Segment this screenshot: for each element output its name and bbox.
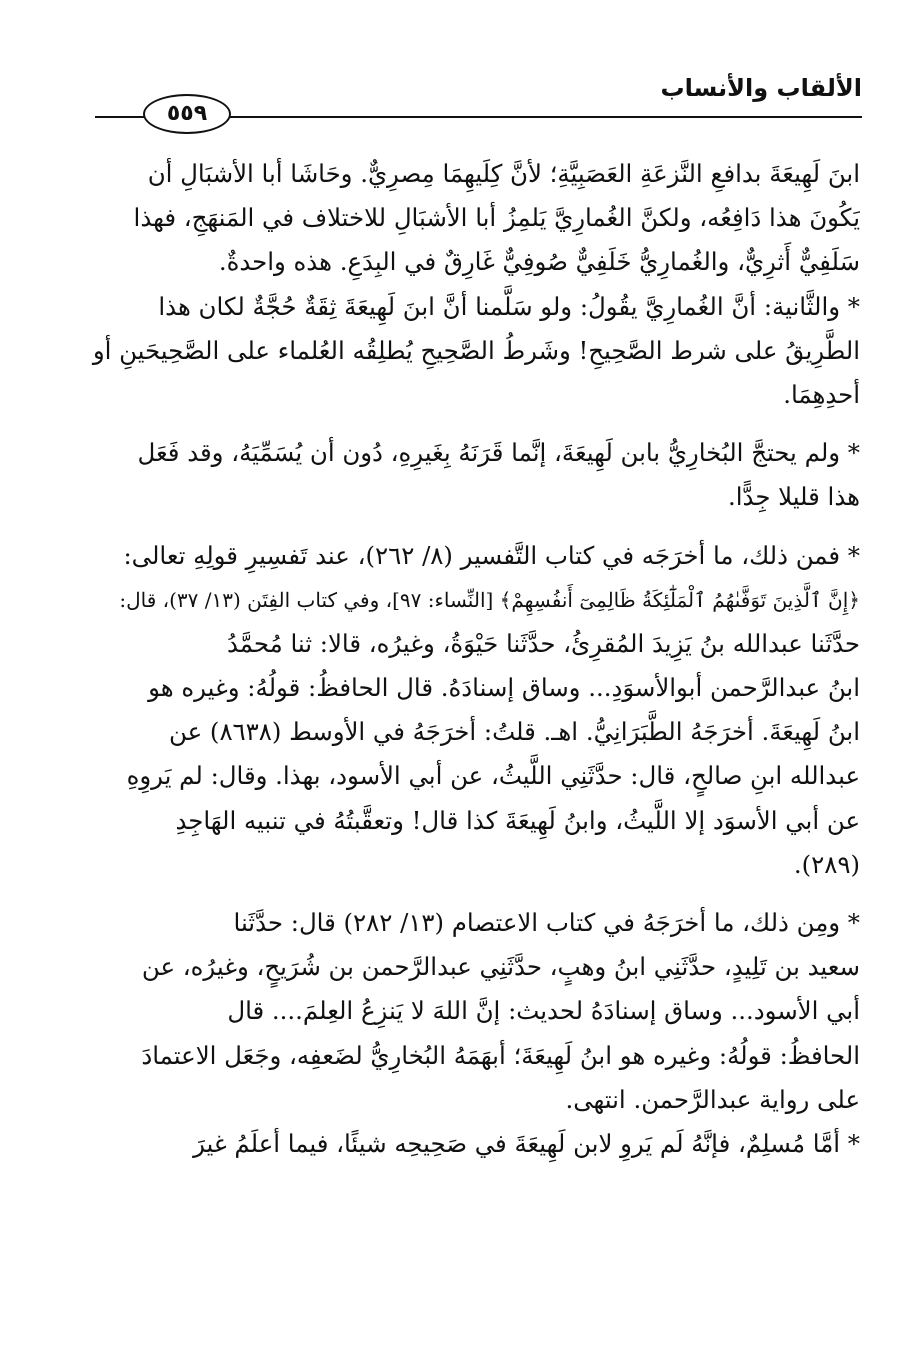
- text-line: * ومِن ذلك، ما أخرَجَهُ في كتاب الاعتصام (١٣/ ٢٨٢) قال: حدَّثَنا: [233, 908, 860, 937]
- text-line: سَلَفِيٌّ أَثرِيٌّ، والغُمارِيُّ خَلَفِيٌّ صُوفِيٌّ غَارِقٌ في البِدَعِ. هذه واحدةٌ.: [218, 247, 860, 277]
- text-line: * فمن ذلك، ما أخرَجَه في كتاب التَّفسير (٨/ ٢٦٢)، عند تَفسِيرِ قولِهِ تعالى:: [123, 540, 860, 570]
- paragraph: [58, 431, 860, 519]
- text-line: * ولم يحتجَّ البُخارِيُّ بابن لَهِيعَةَ، إنَّما قَرَنَهُ بِغَيرِهِ، دُون أن يُسَمِّيَهُ، وقد فَعَل: [137, 438, 860, 468]
- paragraph: [58, 534, 860, 888]
- text-line: الطَّرِيقُ على شرط الصَّحِيحِ! وشَرطُ الصَّحِيحِ يُطلِقُه العُلماء على الصَّحِيحَينِ أو: [92, 335, 860, 365]
- text-line: (٢٨٩).: [793, 849, 860, 879]
- text-line: حدَّثَنا عبدالله بنُ يَزِيدَ المُقرِئُ، حدَّثَنا حَيْوَةُ، وغيرُه، قالا: ثنا مُحمَّدُ: [227, 628, 860, 658]
- paragraph-gap: [58, 520, 860, 534]
- text-line: على رواية عبدالرَّحمن. انتهى.: [565, 1084, 860, 1114]
- page-body: [58, 152, 860, 1166]
- text-line: أبي الأسود... وساق إسنادَهُ لحديث: إنَّ اللهَ لا يَنزِعُ العِلمَ.... قال: [227, 996, 860, 1026]
- paragraph: [58, 901, 860, 1122]
- text-line: * أمَّا مُسلِمٌ، فإنَّهُ لَم يَروِ لابن لَهِيعَةَ في صَحِيحِه شيئًا، فيما أعلَمُ غيرَ: [193, 1128, 860, 1158]
- paragraph: [58, 285, 860, 418]
- page-number: ٥٥٩: [143, 94, 231, 134]
- text-line: سعيد بن تَلِيدٍ، حدَّثَنِي ابنُ وهبٍ، حدَّثَنِي عبدالرَّحمن بن شُرَيحٍ، وغيرُه، عن: [141, 952, 860, 982]
- text-line: * والثَّانية: أنَّ الغُمارِيَّ يقُولُ: ولو سَلَّمنا أنَّ ابنَ لَهِيعَةَ ثِقَةٌ حُجَّةٌ لكان هذا: [158, 291, 860, 321]
- running-title: الألقاب والأنساب: [660, 74, 862, 102]
- text-line: عبدالله ابنِ صالحٍ، قال: حدَّثَنِي اللَّيثُ، عن أبي الأسود، بهذا. وقال: لم يَروِهِ: [126, 761, 860, 791]
- text-line: أحدِهِمَا.: [783, 379, 860, 409]
- text-line: ابنُ عبدالرَّحمن أبوالأسوَدِ... وساق إسنادَهُ. قال الحافظُ: قولُهُ: وغيره هو: [148, 673, 860, 703]
- text-line: الحافظُ: قولُهُ: وغيره هو ابنُ لَهِيعَةَ؛ أبهَمَهُ البُخارِيُّ لضَعفِه، وجَعَل الاعتمادَ: [141, 1040, 860, 1070]
- paragraph-gap: [58, 417, 860, 431]
- paragraph-gap: [58, 887, 860, 901]
- paragraph: [58, 1122, 860, 1166]
- text-line: هذا قليلا جِدًّا.: [727, 482, 860, 512]
- text-line: عن أبي الأسوَد إلا اللَّيثُ، وابنُ لَهِيعَةَ كذا قال! وتعقَّبتُهُ في تنبيه الهَاجِدِ: [175, 805, 860, 835]
- text-line: ابنُ لَهِيعَةَ. أخرَجَهُ الطَّبَرَانِيُّ. اهـ. قلتُ: أخرَجَهُ في الأوسط (٨٦٣٨) عن: [169, 717, 860, 747]
- text-line: يَكُونَ هذا دَافِعُه، ولكنَّ الغُمارِيَّ يَلمِزُ أبا الأشبَالِ للاختلاف في المَنهَجِ، فهذا: [133, 203, 860, 233]
- paragraph: [58, 152, 860, 285]
- quran-citation-line: ﴿إِنَّ ٱلَّذِينَ تَوَفَّىٰهُمُ ٱلْمَلَٰٓئِكَةُ ظَالِمِىٓ أَنفُسِهِمْ﴾ [النِّساء: ٩٧]، وفي كتاب الفِتَن (١٣/ ٣٧)، قال:: [119, 587, 860, 612]
- page-header: [95, 72, 862, 126]
- text-line: ابنَ لَهِيعَةَ بدافعِ النَّزعَةِ العَصَبِيَّةِ؛ لأنَّ كِلَيهِمَا مِصرِيٌّ. وحَاشَا أبا الأشبَالِ أن: [147, 159, 860, 188]
